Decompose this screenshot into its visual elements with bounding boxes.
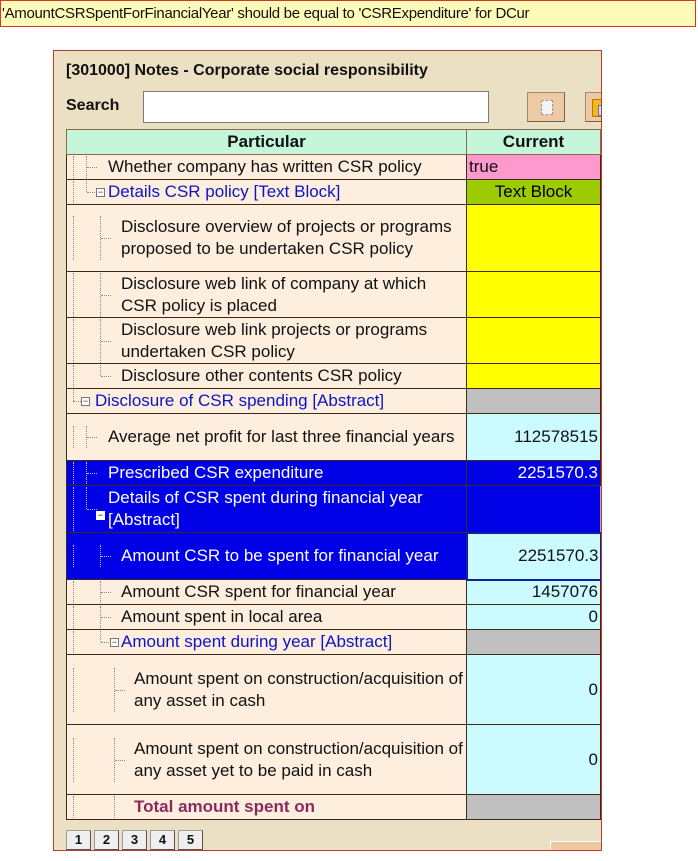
row-label: Amount spent in local area xyxy=(67,605,467,630)
table-row xyxy=(67,580,601,605)
collapse-icon[interactable]: − xyxy=(111,637,118,647)
search-input[interactable] xyxy=(143,91,489,123)
table-row xyxy=(67,414,601,461)
row-label: Amount spent on construction/acquisition of any asset in cash xyxy=(67,655,467,725)
table-row-selected xyxy=(67,533,601,580)
new-document-button[interactable] xyxy=(527,92,565,122)
row-value-input[interactable]: 112578515 xyxy=(467,414,601,461)
row-value-input[interactable]: 0 xyxy=(467,655,601,725)
table-row xyxy=(67,389,601,414)
row-value-input[interactable]: 0 xyxy=(467,725,601,795)
table-row xyxy=(67,318,601,364)
pagination xyxy=(66,830,206,850)
table-row xyxy=(67,205,601,272)
table-row xyxy=(67,605,601,630)
validation-message: 'AmountCSRSpentForFinancialYear' should be equal to 'CSRExpenditure' for DCur xyxy=(0,0,696,27)
row-value-input[interactable] xyxy=(467,318,601,364)
row-value-input[interactable]: 0 xyxy=(467,605,601,630)
page-button-3[interactable]: 3 xyxy=(122,830,147,850)
row-value-cell xyxy=(467,389,601,414)
table-header-row xyxy=(67,130,601,155)
focused-value-input[interactable]: 2251570.3 xyxy=(467,533,601,580)
table-row xyxy=(67,272,601,318)
table-row-selected xyxy=(67,461,601,486)
row-label[interactable]: − Details of CSR spent during financial year [Abstract] xyxy=(67,486,467,533)
row-label: Whether company has written CSR policy xyxy=(67,155,467,180)
table-row xyxy=(67,795,601,820)
row-value-input[interactable]: true xyxy=(467,155,601,180)
row-label: Disclosure web link projects or programs undertaken CSR policy xyxy=(67,318,467,364)
csr-notes-panel xyxy=(53,50,602,851)
page-button-5[interactable]: 5 xyxy=(178,830,203,850)
document-icon xyxy=(541,100,553,115)
row-value-input[interactable]: 2251570.3 xyxy=(467,461,601,486)
row-label: Amount spent on construction/acquisition of any asset yet to be paid in cash xyxy=(67,725,467,795)
row-label: Total amount spent on xyxy=(67,795,467,820)
row-value-cell xyxy=(467,630,601,655)
table-row-selected xyxy=(67,486,601,533)
collapse-icon[interactable]: − xyxy=(97,187,104,197)
bottom-action-button[interactable] xyxy=(550,841,601,851)
row-label[interactable]: − Amount spent during year [Abstract] xyxy=(67,630,467,655)
page-button-1[interactable]: 1 xyxy=(66,830,91,850)
row-label: Amount CSR spent for financial year xyxy=(67,580,467,605)
paste-button[interactable] xyxy=(585,92,602,122)
row-label: Average net profit for last three financial years xyxy=(67,414,467,461)
column-header-particular[interactable]: Particular xyxy=(67,130,467,155)
text-block-button[interactable]: Text Block xyxy=(467,180,601,205)
search-label: Search xyxy=(66,97,120,114)
row-label[interactable]: − Details CSR policy [Text Block] xyxy=(67,180,467,205)
row-label: Prescribed CSR expenditure xyxy=(67,461,467,486)
clipboard-icon xyxy=(592,99,602,117)
row-label: Disclosure other contents CSR policy xyxy=(67,364,467,389)
row-value-input[interactable]: 1457076 xyxy=(467,580,601,605)
table-row xyxy=(67,725,601,795)
row-value-cell xyxy=(467,795,601,820)
row-label: Amount CSR to be spent for financial year xyxy=(67,533,467,580)
table-row xyxy=(67,155,601,180)
row-value-input[interactable] xyxy=(467,272,601,318)
row-label[interactable]: − Disclosure of CSR spending [Abstract] xyxy=(67,389,467,414)
row-label: Disclosure web link of company at which CSR policy is placed xyxy=(67,272,467,318)
column-header-current[interactable]: Current xyxy=(467,130,601,155)
page-button-2[interactable]: 2 xyxy=(94,830,119,850)
collapse-icon[interactable]: − xyxy=(97,510,104,520)
row-value-input[interactable] xyxy=(467,364,601,389)
row-value-input[interactable] xyxy=(467,205,601,272)
table-row xyxy=(67,630,601,655)
collapse-icon[interactable]: − xyxy=(82,396,89,406)
row-value-cell xyxy=(467,486,601,533)
table-row xyxy=(67,180,601,205)
panel-title: [301000] Notes - Corporate social responsibility xyxy=(66,62,428,79)
table-row xyxy=(67,364,601,389)
table-row xyxy=(67,655,601,725)
page-button-4[interactable]: 4 xyxy=(150,830,175,850)
row-label: Disclosure overview of projects or programs proposed to be undertaken CSR policy xyxy=(67,205,467,272)
csr-table xyxy=(66,129,602,820)
